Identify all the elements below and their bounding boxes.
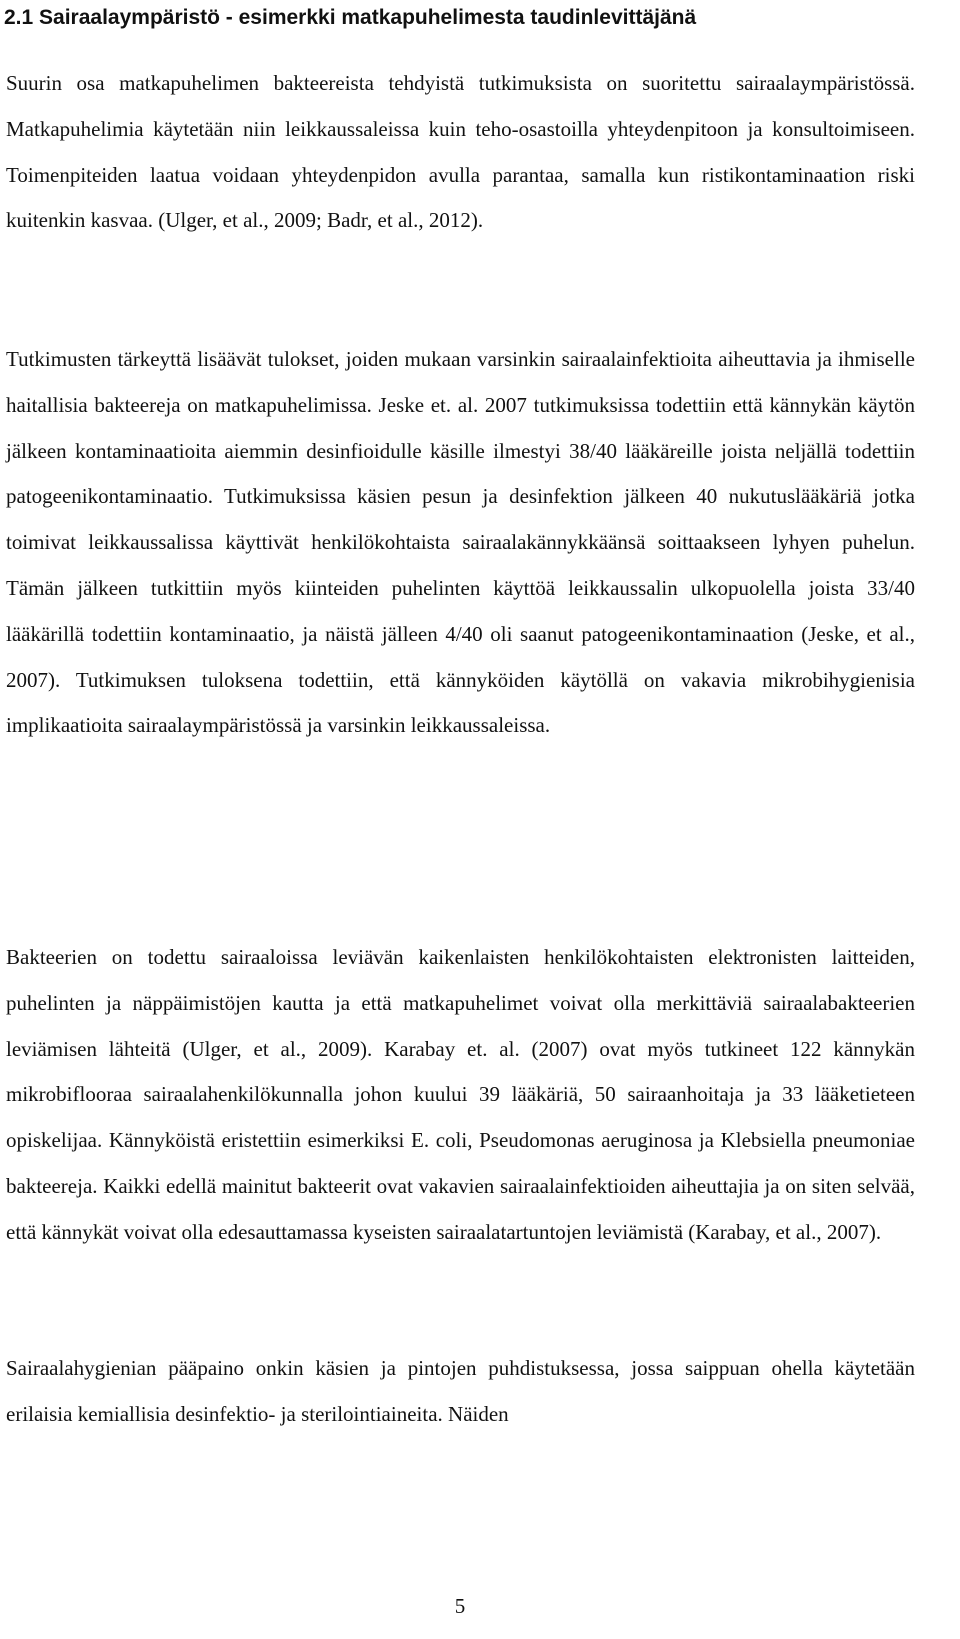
paragraph-hospital-hygiene: Sairaalahygienian pääpaino onkin käsien ja pintojen puhdistuksessa, jossa saippuan ohella käytetään erilaisia kemiallisia desinfektio- ja sterilointiaineita. Näiden: [6, 1356, 915, 1426]
paragraph-hospital-environment: Suurin osa matkapuhelimen bakteereista tehdyistä tutkimuksista on suoritettu sairaalaympäristössä. Matkapuhelimia käytetään niin leikkaussaleissa kuin teho-osastoilla yhteydenpitoon ja konsultoimiseen. Toimenpiteiden laatua voidaan yhteydenpidon avulla parantaa, samalla kun ristikontaminaation riski kuitenkin kasvaa. (Ulger, et al., 2009; Badr, et al., 2012).: [6, 71, 915, 233]
paragraph-bacteria-spread: Bakteerien on todettu sairaaloissa leviävän kaikenlaisten henkilökohtaisten elektronisten laitteiden, puhelinten ja näppäimistöjen kautta ja että matkapuhelimet voivat olla merkittäviä sairaalabakteerien leviämisen lähteitä (Ulger, et al., 2009). Karabay et. al. (2007) ovat myös tutkineet 122 kännykän mikrobiflooraa sairaalahenkilökunnalla johon kuului 39 lääkäriä, 50 sairaanhoitaja ja 33 lääketieteen opiskelijaa. Kännyköistä eristettiin esimerkiksi E. coli, Pseudomonas aeruginosa ja Klebsiella pneumoniae bakteereja. Kaikki edellä mainitut bakteerit ovat vakavien sairaalainfektioiden aiheuttajia ja on siten selvää, että kännykät voivat olla edesauttamassa kyseisten sairaalatartuntojen leviämistä (Karabay, et al., 2007).: [6, 945, 915, 1244]
section-heading: 2.1 Sairaalaympäristö - esimerkki matkapuhelimesta taudinlevittäjänä: [4, 6, 697, 29]
page-number: 5: [454, 1594, 466, 1618]
paragraph-research-importance: Tutkimusten tärkeyttä lisäävät tulokset, joiden mukaan varsinkin sairaalainfektioita aiheuttavia ja ihmiselle haitallisia bakteereja on matkapuhelimissa. Jeske et. al. 2007 tutkimuksissa todettiin että kännykän käytön jälkeen kontaminaatioita aiemmin desinfioidulle käsille ilmestyi 38/40 lääkäreille joista neljällä todettiin patogeenikontaminaatio. Tutkimuksissa käsien pesun ja desinfektion jälkeen 40 nukutuslääkäriä jotka toimivat leikkaussalissa käyttivät henkilökohtaista sairaalakännykkäänsä soittaakseen lyhyen puhelun. Tämän jälkeen tutkittiin myös kiinteiden puhelinten käyttöä leikkaussalin ulkopuolella joista 33/40 lääkärillä todettiin kontaminaatio, ja näistä jälleen 4/40 oli saanut patogeenikontaminaation (Jeske, et al., 2007). Tutkimuksen tuloksena todettiin, että kännyköiden käytöllä on vakavia mikrobihygienisia implikaatioita sairaalaympäristössä ja varsinkin leikkaussaleissa.: [6, 347, 915, 738]
